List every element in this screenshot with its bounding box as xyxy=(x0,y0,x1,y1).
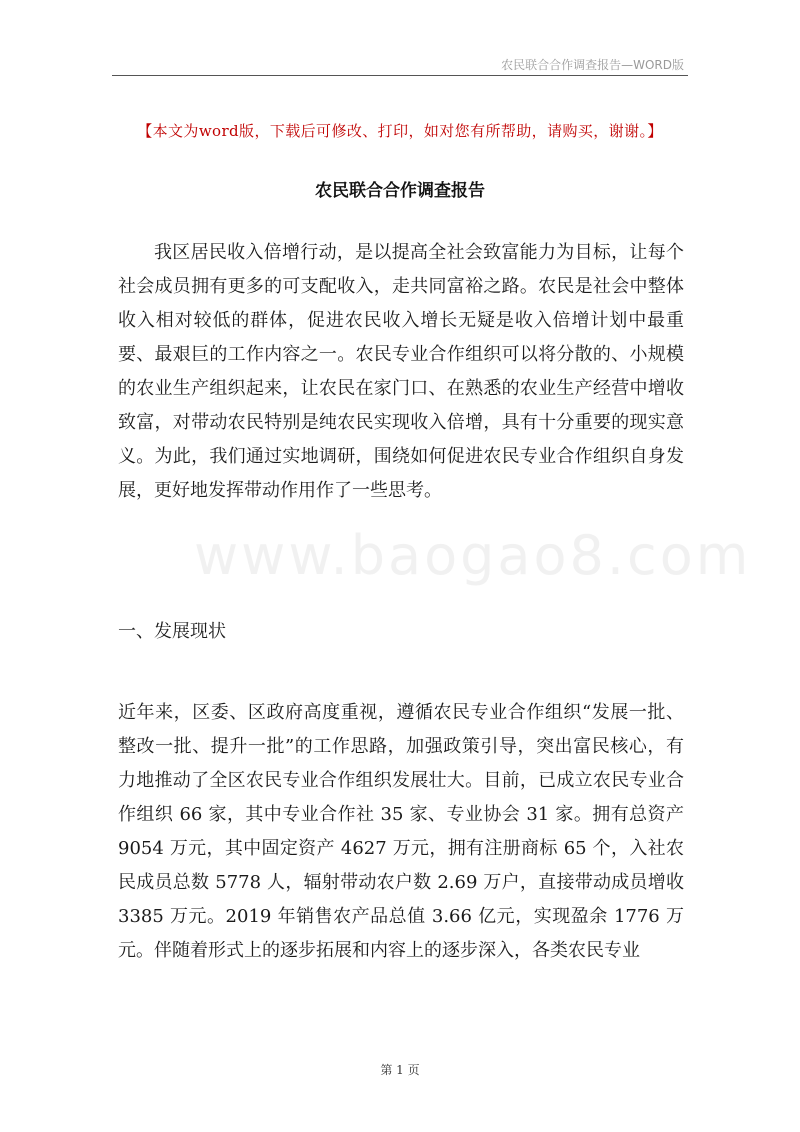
purchase-notice: 【本文为word版，下载后可修改、打印，如对您有所帮助，请购买，谢谢。】 xyxy=(137,122,663,140)
document-title: 农民联合合作调查报告 xyxy=(315,181,485,201)
running-header: 农民联合合作调查报告—WORD版 xyxy=(501,58,684,72)
intro-paragraph: 我区居民收入倍增行动，是以提高全社会致富能力为目标，让每个社会成员拥有更多的可支配收入，走共同富裕之路。农民是社会中整体收入相对较低的群体，促进农民收入增长无疑是收入倍增计划中最重要、最艰巨的工作内容之一。农民专业合作组织可以将分散的、小规模的农业生产组织起来，让农民在家门口、在熟悉的农业生产经营中增收致富，对带动农民特别是纯农民实现收入倍增，具有十分重要的现实意义。为此，我们通过实地调研，围绕如何促进农民专业合作组织自身发展，更好地发挥带动作用作了一些思考。 xyxy=(118,242,684,501)
watermark: www.baogao8.com xyxy=(194,524,752,587)
section-heading: 一、发展现状 xyxy=(118,621,226,642)
header-divider xyxy=(112,75,688,76)
body-paragraph: 近年来，区委、区政府高度重视，遵循农民专业合作组织“发展一批、整改一批、提升一批”的工作思路，加强政策引导，突出富民核心，有力地推动了全区农民专业合作组织发展壮大。目前，已成立农民专业合作组织 66 家，其中专业合作社 35 家、专业协会 31 家。拥有总资产 9054 万元，其中固定资产 4627 万元，拥有注册商标 65 个，入社农民成员总数 5778 人，辐射带动农户数 2.69 万户，直接带动成员增收 3385 万元。2019 年销售农产品总值 3.66 亿元，实现盈余 1776 万元。伴随着形式上的逐步拓展和内容上的逐步深入，各类农民专业 xyxy=(118,702,684,961)
page-number: 第 1 页 xyxy=(380,1063,420,1077)
